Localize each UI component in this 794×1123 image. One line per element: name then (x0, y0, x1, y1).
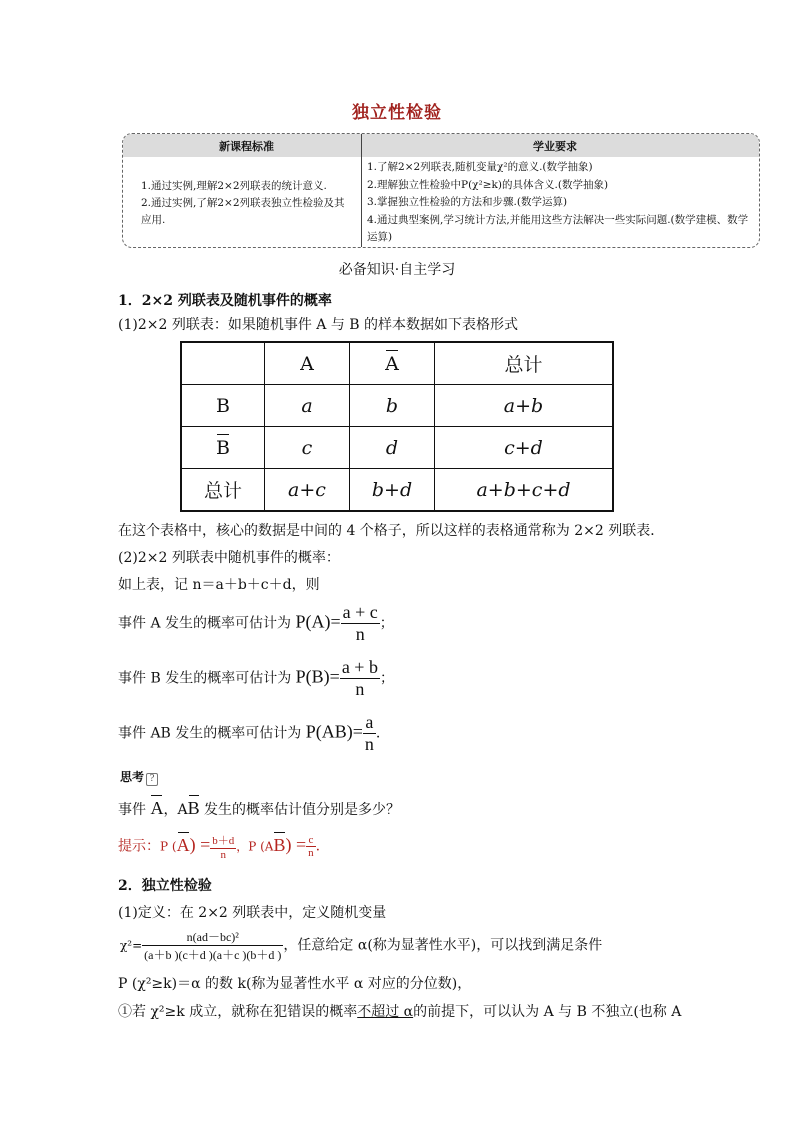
fraction-numerator: b＋d (212, 835, 235, 847)
fraction-denominator: n (364, 734, 374, 754)
table-cell: A (265, 342, 350, 385)
definition-line: P (χ²≥k)＝α 的数 k(称为显著性水平 α 对应的分位数)， (118, 976, 472, 992)
table-cell (181, 427, 265, 469)
question-icon: ? (146, 773, 158, 786)
underlined-blank: 不超过 α (357, 1004, 414, 1020)
prob-b-fraction (340, 657, 380, 700)
question-text: 事件 (118, 802, 146, 818)
fraction-denominator: n (341, 623, 380, 645)
requirement-item: 2.理解独立性检验中P(χ²≥k)的具体含义.(数学抽象) (367, 178, 609, 191)
hint-label: 提示： (118, 838, 160, 855)
requirement-item: 3.掌握独立性检验的方法和步骤.(数学运算) (367, 196, 568, 208)
think-label: 思考 (120, 770, 145, 784)
subheading-1: (1)2×2 列联表：如果随机事件 A 与 B 的样本数据如下表格形式 (118, 317, 519, 333)
table-row (181, 342, 613, 385)
a-complement: A (150, 798, 164, 818)
prob-ab-text: 事件 AB 发生的概率可估计为 (118, 725, 302, 742)
table-cell: a+c (265, 469, 350, 512)
prob-a-fraction (341, 602, 380, 645)
prob-a-lhs: P(A)= (295, 611, 341, 632)
semicolon: ； (379, 670, 394, 687)
fraction-numerator: a (365, 712, 374, 732)
question-text: ，A (163, 802, 188, 818)
table-cell: 总计 (435, 342, 614, 385)
chi-post: ，任意给定 α(称为显著性水平)，可以找到满足条件 (283, 937, 603, 954)
fraction-denominator: n (340, 678, 380, 700)
prob-b-lhs: P(B)= (295, 666, 340, 687)
table-cell: a+b (435, 385, 614, 427)
fraction-denominator: n (308, 847, 314, 859)
hint-text: ) = (285, 834, 307, 855)
question-text: 发生的概率估计值分别是多少？ (204, 802, 401, 818)
fraction-numerator: c (308, 834, 314, 846)
prob-ab-fraction (363, 712, 376, 755)
hint-fraction (210, 832, 236, 861)
prob-b-text: 事件 B 发生的概率可估计为 (118, 670, 292, 687)
a-complement: A (176, 834, 190, 855)
prob-a-text: 事件 A 发生的概率可估计为 (118, 615, 292, 632)
requirements-header: 学业要求 (533, 140, 577, 153)
table-cell: a (265, 385, 350, 427)
hint-fraction (306, 834, 316, 859)
heading-2: 2．独立性检验 (118, 878, 212, 894)
period: . (375, 725, 381, 742)
subheading-2: (2)2×2 列联表中随机事件的概率： (118, 550, 340, 566)
standards-header: 新课程标准 (219, 140, 274, 153)
chi-square-formula-line (120, 928, 602, 963)
b-complement: B (273, 834, 286, 855)
table-cell: b+d (350, 469, 435, 512)
paragraph: 在这个表格中，核心的数据是中间的 4 个格子，所以这样的表格通常称为 2×2 列联表． (118, 523, 665, 539)
a-complement: A (385, 352, 399, 375)
fraction-numerator: a + c (342, 602, 378, 622)
standards-list (141, 178, 353, 229)
text-span: ①若 χ²≥k 成立，就称在犯错误的概率 (118, 1004, 358, 1020)
contingency-table (180, 341, 614, 512)
table-cell: B (181, 385, 265, 427)
table-cell: 总计 (181, 469, 265, 512)
standard-item: 1.通过实例,理解2×2列联表的统计意义. (141, 180, 327, 192)
fraction-denominator: (a＋b )(c＋d )(a＋c )(b＋d ) (142, 945, 283, 963)
text-span: 的前提下，可以认为 A 与 B 不独立(也称 A (413, 1004, 682, 1020)
standard-item: 2.通过实例,了解2×2列联表独立性检验及其应用. (141, 197, 345, 226)
b-complement: B (187, 798, 200, 818)
prob-ab-line (118, 712, 380, 755)
section-title: 必备知识·自主学习 (338, 262, 456, 278)
hint-line (118, 832, 320, 861)
table-cell (181, 342, 265, 385)
prob-b-line (118, 657, 394, 700)
table-cell: a+b+c+d (435, 469, 614, 512)
table-cell: d (350, 427, 435, 469)
column-divider (361, 134, 362, 247)
paragraph: 如上表，记 n＝a＋b＋c＋d，则 (118, 577, 320, 593)
fraction-numerator: a + b (341, 657, 378, 677)
table-row (181, 385, 613, 427)
hint-text: ) = (189, 834, 211, 855)
fraction-numerator: n(ad－bc)² (186, 930, 239, 944)
hint-text: P ( (160, 839, 177, 854)
curriculum-header (123, 134, 759, 157)
semicolon: ； (379, 615, 394, 632)
table-cell: c (265, 427, 350, 469)
page-title: 独立性检验 (352, 103, 442, 123)
requirements-list (367, 159, 751, 247)
table-cell: c+d (435, 427, 614, 469)
table-cell (350, 342, 435, 385)
prob-ab-lhs: P(AB)= (305, 721, 363, 742)
definition-line: (1)定义：在 2×2 列联表中，定义随机变量 (118, 905, 387, 921)
table-row (181, 427, 613, 469)
hint-text: . (315, 838, 321, 855)
fraction-denominator: n (210, 848, 236, 861)
prob-a-line (118, 602, 394, 645)
curriculum-box (122, 133, 760, 248)
heading-1: 1．2×2 列联表及随机事件的概率 (118, 293, 332, 309)
think-question (118, 798, 400, 819)
requirement-item: 4.通过典型案例,学习统计方法,并能用这些方法解决一些实际问题.(数学建模、数学运算) (367, 213, 749, 243)
requirement-item: 1.了解2×2列联表,随机变量χ²的意义.(数学抽象) (367, 161, 593, 173)
table-row (181, 469, 613, 512)
think-label-line (120, 768, 158, 786)
table-cell: b (350, 385, 435, 427)
chi-lhs: χ²= (120, 938, 143, 953)
hint-text: ，P (A (236, 839, 274, 854)
chi-fraction (142, 928, 283, 963)
b-complement: B (216, 436, 230, 459)
definition-line (118, 1001, 681, 1021)
